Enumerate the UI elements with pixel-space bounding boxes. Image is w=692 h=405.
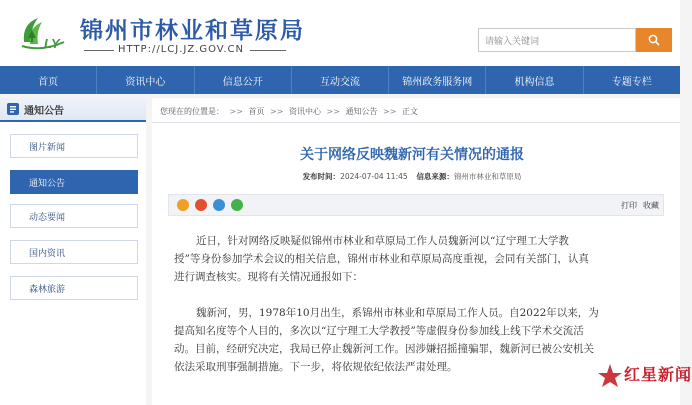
sidebar [0, 98, 146, 405]
breadcrumb-current: 正文 [402, 107, 418, 116]
share-qq-icon[interactable] [213, 199, 225, 211]
paragraph-line: 授”等身份参加学术会议的相关信息，锦州市林业和草原局高度重视，会同有关部门，认真 [174, 253, 589, 265]
share-wechat-icon[interactable] [231, 199, 243, 211]
site-header [0, 0, 680, 66]
share-weibo-icon[interactable] [195, 199, 207, 211]
source-label: 信息来源： [416, 172, 454, 181]
nav-item-gov-service[interactable]: 锦州政务服务网 [389, 66, 486, 94]
logo-text: LY [44, 36, 60, 51]
breadcrumb-news-center[interactable]: 资讯中心 [289, 107, 321, 116]
url-rule-right [250, 50, 286, 51]
article-paragraph-1 [174, 232, 658, 286]
article-paragraph-2 [174, 304, 658, 376]
share-toolbar [168, 194, 664, 216]
paragraph-line: 依法采取刑事强制措施。下一步，将依规依纪依法严肃处理。 [174, 361, 458, 373]
breadcrumb-home[interactable]: 首页 [248, 107, 265, 116]
paragraph-line: 提高知名度等个人目的，多次以“辽宁理工大学教授”等虚假身份参加线上线下学术交流活 [174, 325, 584, 337]
sidebar-item-forest-tourism[interactable]: 森林旅游 [10, 276, 138, 300]
nav-item-organization[interactable]: 机构信息 [486, 66, 583, 94]
breadcrumb-notices[interactable]: 通知公告 [345, 107, 378, 116]
forestry-logo-icon[interactable] [18, 12, 66, 56]
nav-item-interaction[interactable]: 互动交流 [292, 66, 389, 94]
nav-item-news-center[interactable]: 资讯中心 [97, 66, 194, 94]
source-name: 锦州市林业和草原局 [453, 172, 522, 181]
paragraph-line: 魏新河，男，1978年10月出生，系锦州市林业和草原局工作人员。自2022年以来，为 [196, 307, 599, 319]
breadcrumb-divider [152, 122, 680, 123]
search-input[interactable] [479, 31, 629, 53]
search-icon [648, 34, 660, 46]
breadcrumb-separator: >> [229, 107, 243, 116]
search-button[interactable] [636, 28, 672, 52]
breadcrumb-separator: >> [383, 107, 397, 116]
article-title: 关于网络反映魏新河有关情况的通报 [300, 147, 524, 163]
sidebar-item-photo-news[interactable]: 图片新闻 [10, 134, 138, 158]
breadcrumb-prefix: 您现在的位置是： [160, 107, 224, 116]
sidebar-item-domestic-news[interactable]: 国内资讯 [10, 240, 138, 264]
main-nav [0, 66, 680, 94]
favorite-button[interactable]: 收藏 [643, 201, 659, 210]
paragraph-line: 动。目前，经研究决定，我局已停止魏新河工作。因涉嫌招摇撞骗罪，魏新河已被公安机关 [174, 343, 594, 355]
notice-icon [6, 102, 20, 116]
article-meta [152, 171, 672, 182]
sidebar-item-notices[interactable]: 通知公告 [10, 170, 138, 194]
site-title: 锦州市林业和草原局 [80, 17, 305, 44]
breadcrumb-separator: >> [270, 107, 284, 116]
url-rule-left [84, 50, 114, 51]
publish-label: 发布时间： [302, 172, 341, 181]
breadcrumb [160, 106, 418, 117]
print-button[interactable]: 打印 [621, 201, 637, 210]
sidebar-heading-label: 通知公告 [24, 105, 64, 117]
paragraph-line: 近日，针对网络反映疑似锦州市林业和草原局工作人员魏新河以“辽宁理工大学教 [196, 235, 569, 247]
publish-time: 2024-07-04 11:45 [340, 172, 408, 181]
breadcrumb-separator: >> [326, 107, 340, 116]
nav-item-special-topics[interactable]: 专题专栏 [611, 76, 652, 88]
search-box [478, 28, 636, 52]
nav-item-home[interactable]: 首页 [0, 66, 97, 94]
sidebar-item-dynamic-news[interactable]: 动态要闻 [10, 204, 138, 228]
site-url: HTTP://LCJ.JZ.GOV.CN [118, 44, 244, 55]
sidebar-heading [0, 98, 146, 122]
nav-item-info-disclosure[interactable]: 信息公开 [195, 66, 292, 94]
share-qzone-icon[interactable] [177, 199, 189, 211]
paragraph-line: 进行调查核实。现将有关情况通报如下： [174, 271, 363, 283]
watermark-text: 红星新闻 [624, 365, 692, 384]
